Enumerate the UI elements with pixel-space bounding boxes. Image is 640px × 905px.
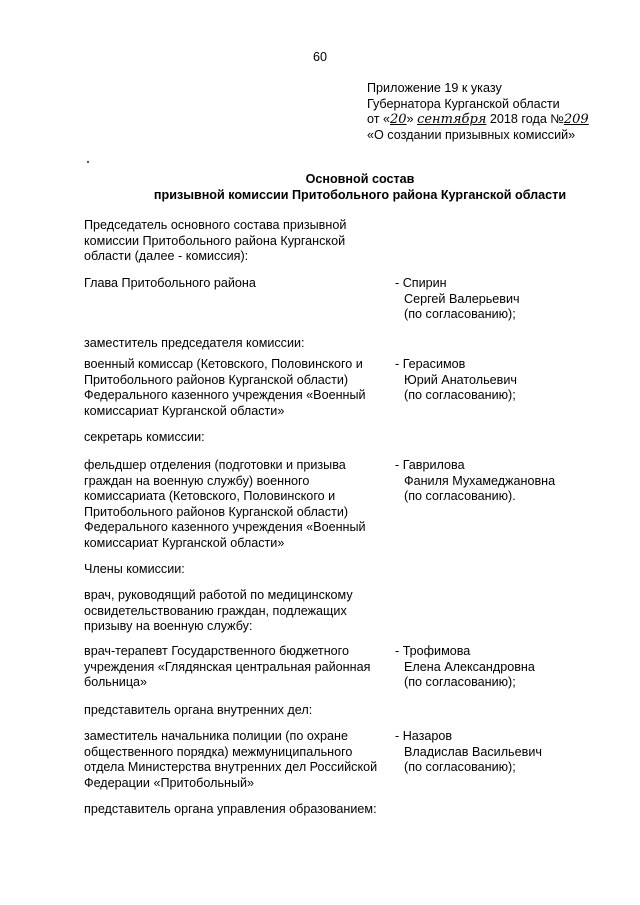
date-year: 2018 года № [486,112,564,126]
person-name: - Трофимова [395,644,471,658]
annex-line-4: «О создании призывных комиссий» [367,127,576,142]
person-name: - Герасимов [395,357,466,371]
chair-heading [84,218,346,265]
page-number: 60 [312,50,327,64]
annex-header [367,81,627,143]
text-line: призыву на военную службу: [84,619,253,633]
person-name: Владислав Васильевич [404,744,542,759]
title-line-1: Основной состав [305,172,415,186]
person-note: (по согласованию); [404,675,516,689]
education-heading: представитель органа управления образованием: [84,802,377,816]
person-name: - Назаров [395,729,453,743]
person-note: (по согласованию). [404,489,516,503]
deputy-label: заместитель председателя комиссии: [84,336,305,350]
text-line: области (далее - комиссия): [84,249,249,263]
text-line: граждан на военную службу) военного [84,473,310,488]
text-line: Федерального казенного учреждения «Военный [84,388,366,402]
member-position [84,276,394,292]
text-line: освидетельствованию граждан, подлежащих [84,603,347,618]
handwritten-day: 20 [390,112,407,127]
text-line: комиссариат Курганской области» [84,403,285,418]
person-name: - Спирин [395,276,447,290]
date-prefix: от « [367,112,390,126]
scan-dot [87,161,89,163]
text-line: отдела Министерства внутренних дел Российской [84,760,378,774]
member-person [395,729,625,776]
person-name: Елена Александровна [404,659,535,674]
secretary-label: секретарь комиссии: [84,430,205,444]
document-title [80,172,640,203]
person-note: (по согласованию); [404,307,516,321]
text-line: врач, руководящий работой по медицинскому [84,588,353,602]
text-line: заместитель начальника полиции (по охране [84,729,348,743]
title-line-2: призывной комиссии Притобольного района Курганской области [153,187,567,202]
text-line: военный комиссар (Кетовского, Половинского и [84,357,363,371]
member-person [395,458,625,505]
member-position [84,458,394,551]
text-line: Глава Притобольного района [84,276,256,290]
person-name: Сергей Валерьевич [404,291,520,306]
member-person [395,276,625,323]
text-line: комиссариат Курганской области» [84,535,285,550]
members-heading: Члены комиссии: [84,562,185,576]
member-position [84,644,394,691]
handwritten-month: сентября [417,112,487,127]
text-line: фельдшер отделения (подготовки и призыва [84,458,346,472]
member-person [395,644,625,691]
member-person [395,357,625,404]
text-line: комиссии Притобольного района Курганской [84,233,346,248]
person-name: Фаниля Мухамеджановна [404,473,556,488]
annex-line-1: Приложение 19 к указу [367,81,502,95]
text-line: общественного порядка) межмуниципального [84,744,353,759]
annex-line-2: Губернатора Курганской области [367,96,560,111]
text-line: комиссариата (Кетовского, Половинского и [84,489,336,503]
police-heading: представитель органа внутренних дел: [84,703,313,717]
member-position [84,357,394,419]
person-name: Юрий Анатольевич [404,372,517,387]
date-mid: » [406,112,418,126]
text-line: Председатель основного состава призывной [84,218,347,232]
doctor-heading [84,588,353,635]
text-line: учреждения «Глядянская центральная районная [84,659,371,674]
text-line: Федерации «Притобольный» [84,775,255,790]
text-line: Притобольного районов Курганской области) [84,372,349,387]
member-position [84,729,394,791]
person-note: (по согласованию); [404,760,516,774]
handwritten-number: 209 [563,112,589,127]
text-line: больница» [84,675,148,689]
text-line: врач-терапевт Государственного бюджетного [84,644,349,658]
text-line: Федерального казенного учреждения «Военный [84,520,366,534]
person-name: - Гаврилова [395,458,465,472]
annex-date-line [367,112,627,128]
person-note: (по согласованию); [404,388,516,402]
text-line: Притобольного районов Курганской области) [84,504,349,519]
